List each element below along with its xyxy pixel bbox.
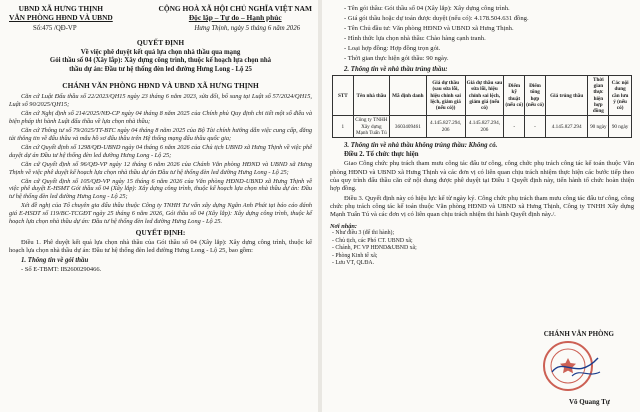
package-info-item: - Giá gói thầu hoặc dự toán được duyệt (nếu có): 4.178.504.631 đồng. (344, 15, 529, 22)
table-row (333, 116, 632, 138)
table-header: Điểm kỹ thuật (nếu có) (504, 76, 525, 116)
table-header-row (333, 76, 632, 116)
table-cell: 3603409461 (390, 116, 427, 138)
place-date: Hưng Thịnh, ngày 5 tháng 6 năm 2026 (194, 25, 300, 32)
recipients-block (330, 223, 480, 268)
table-cell: 1 (333, 116, 354, 138)
document-title: QUYẾT ĐỊNH (136, 38, 185, 47)
preamble-paragraph: Căn cứ Quyết định số 105/QĐ-VP ngày 15 tháng 6 năm 2026 của Văn phòng HĐND-UBND xã Hưng Thịnh về việc phê duyệt E-HSMT Gói thầu số 04 (Xây lắp): Xây dựng công trình, thuộc kế hoạch lựa chọn nhà thầu dự án: Đầu tư hệ thống đèn led đường Hưng Long - Lộ 25; (9, 177, 312, 201)
table-cell: 90 ngày (588, 116, 609, 138)
table-header: Thời gian thực hiện hợp đồng (588, 76, 609, 116)
signer-name: Võ Quang Tự (568, 398, 610, 406)
winning-bidder-table (332, 75, 632, 138)
table-header: Tên nhà thầu (353, 76, 389, 116)
table-header: Mã định danh (390, 76, 427, 116)
section-1-heading: 1. Thông tin về gói thầu (21, 257, 89, 265)
article-2-heading: Điều 2. Tổ chức thực hiện (344, 151, 419, 159)
table-header: Giá dự thầu (sau sửa lỗi, hiệu chỉnh sai lệch, giảm giá (nếu có)) (426, 76, 465, 116)
recipient-item: - Phòng Kinh tế xã; (332, 252, 378, 259)
recipients-title: Nơi nhận: (330, 223, 358, 231)
document-number-row (9, 25, 312, 32)
table-header: Điểm tổng hợp (nếu có) (525, 76, 546, 116)
document-header (9, 4, 312, 22)
recipient-item: - Chủ tịch, các Phó CT. UBND xã; (332, 237, 413, 244)
preamble-paragraph: Căn cứ Thông tư số 79/2025/TT-BTC ngày 04 tháng 8 năm 2025 của Bộ Tài chính hướng dẫn việc cung cấp, đăng tải thông tin về đấu thầu và mẫu hồ sơ đấu thầu trên Hệ thống mạng đấu thầu quốc gia; (9, 127, 312, 142)
article-3: Điều 3. Quyết định này có hiệu lực kể từ ngày ký. Công chức phụ trách tham mưu công tác đấu tư công, công chức phụ trách công tác kế toán thuộc Văn phòng HĐND và UBND xã Hưng Thịnh, Công ty TNHH Xây dựng Mạnh Tuấn Tú và các đơn vị có liên quan chịu trách nhiệm thi hành Quyết định này./. (330, 194, 634, 218)
document-subject: Về việc phê duyệt kết quả lựa chọn nhà thầu qua mạng Gói thầu số 04 (Xây lắp): Xây dựng công trình, thuộc kế hoạch lựa chọn nhà thầu dự án: Đầu tư hệ thống đèn led đường Hưng Long - Lộ 25 (49, 49, 272, 73)
preamble-paragraph: Xét đề nghị của Tổ chuyên gia đấu thầu thuộc Công ty TNHH Tư vấn xây dựng Ngân Anh Phát tại báo cáo đánh giá E-HSDT số 119/BC-TCGĐT ngày 25 tháng 6 năm 2026, Gói thầu số 04 (Xây lắp): Xây dựng công trình, thuộc kế hoạch lựa chọn nhà thầu dự án: Đầu tư hệ thống đèn led đường Hưng Long - Lộ 25. (9, 202, 312, 225)
recipient-item: - Chánh, PC VP HĐND&UBND xã; (332, 245, 417, 252)
table-cell: - (504, 116, 525, 138)
preamble-paragraph: Căn cứ Nghị định số 214/2025/NĐ-CP ngày 04 tháng 8 năm 2025 của Chính phủ Quy định chi tiết một số điều và biện pháp thi hành Luật đấu thầu về lựa chọn nhà thầu; (9, 110, 312, 125)
package-info-item: - Tên Chủ đầu tư: Văn phòng HĐND và UBND xã Hưng Thịnh. (344, 25, 514, 32)
package-info-item: - Tên gói thầu: Gói thầu số 04 (Xây lắp): Xây dựng công trình. (344, 5, 510, 12)
package-info-item: - Loại hợp đồng: Hợp đồng trọn gói. (344, 45, 441, 52)
section-3-heading: 3. Thông tin về nhà thầu không trúng thầu: Không có. (344, 142, 498, 150)
article-2-body: Giao Công chức phụ trách tham mưu công tác đấu tư công, công chức phụ trách công tác kế toán thuộc Văn phòng HĐND và UBND xã Hưng Thịnh và các đơn vị có liên quan chịu trách nhiệm thực hiện các bước tiếp theo của quy trình đấu thầu căn cứ nội dung được phê duyệt tại Điều 1 Quyết định này, tiến hành tổ chức hoàn thiện hợp đồng. (330, 160, 634, 192)
table-cell: - (525, 116, 546, 138)
recipient-item: - Lưu VT, QLĐA. (332, 260, 375, 267)
preamble-paragraph: Căn cứ Quyết định số 1298/QĐ-UBND ngày 04 tháng 6 năm 2026 của Chủ tịch UBND xã Hưng Thịnh về việc phê duyệt dự án Đầu tư hệ thống đèn led đường Hưng Long - Lộ 25; (9, 143, 312, 159)
recipient-item: - Như điều 3 (để thi hành); (332, 230, 395, 237)
signer-title: CHÁNH VĂN PHÒNG (543, 330, 614, 338)
document-number: Số:475 /QĐ-VP (33, 25, 77, 32)
table-cell: 4.145.827.294 (545, 116, 588, 138)
table-header: Các nội dung cần lưu ý (nếu có) (609, 76, 632, 116)
etbmt-number: - Số E-TBMT: IB2600290466. (21, 266, 102, 274)
preamble-paragraph: Căn cứ Quyết định số 96/QĐ-VP ngày 12 tháng 6 năm 2026 của Chánh Văn phòng HĐND và UBND xã Hưng Thịnh về việc phê duyệt kế hoạch lựa chọn nhà thầu dự án Đầu tư hệ thống đèn led đường Hưng Long - Lộ 25; (9, 160, 312, 176)
issuer-heading: CHÁNH VĂN PHÒNG HĐND VÀ UBND XÃ HƯNG THỊNH (62, 81, 259, 91)
document-page-left (0, 0, 318, 412)
table-header: STT (333, 76, 354, 116)
table-cell: 90 ngày (609, 116, 632, 138)
issuing-agency: UBND XÃ HƯNG THỊNH VĂN PHÒNG HĐND VÀ UBND (9, 4, 113, 22)
official-seal-icon (538, 338, 604, 394)
article-1: Điều 1. Phê duyệt kết quả lựa chọn nhà thầu của Gói thầu số 04 (Xây lắp): Xây dựng công trình, thuộc kế hoạch lựa chọn nhà thầu dự án: Đầu tư hệ thống đèn led đường Hưng Long - Lộ 25, bao gồm: (9, 239, 312, 255)
preamble-paragraph: Căn cứ Luật Đấu thầu số 22/2023/QH15 ngày 23 tháng 6 năm 2023, sửa đổi, bổ sung tại Luật số 57/2024/QH15, Luật số 90/2025/QH15; (9, 93, 312, 108)
table-header: Giá trúng thầu (545, 76, 588, 116)
section-2-heading: 2. Thông tin về nhà thầu trúng thầu: (344, 66, 448, 73)
table-cell: 4.145.827.294, 206 (426, 116, 465, 138)
table-cell: 4.145.827.294, 206 (465, 116, 504, 138)
package-info-item: - Thời gian thực hiện gói thầu: 90 ngày. (344, 55, 449, 62)
document-page-right (322, 0, 640, 412)
decision-heading: QUYẾT ĐỊNH: (135, 228, 186, 238)
national-motto: CỘNG HOÀ XÃ HỘI CHỦ NGHĨA VIỆT NAM Độc lập – Tự do – Hạnh phúc (158, 4, 312, 22)
package-info-item: - Hình thức lựa chọn nhà thầu: Chào hàng cạnh tranh. (344, 35, 486, 42)
table-cell: Công ty TNHH Xây dựng Mạnh Tuấn Tú (353, 116, 389, 138)
table-header: Giá dự thầu sau sửa lỗi, hiệu chỉnh sai lệch, giảm giá (nếu có) (465, 76, 504, 116)
